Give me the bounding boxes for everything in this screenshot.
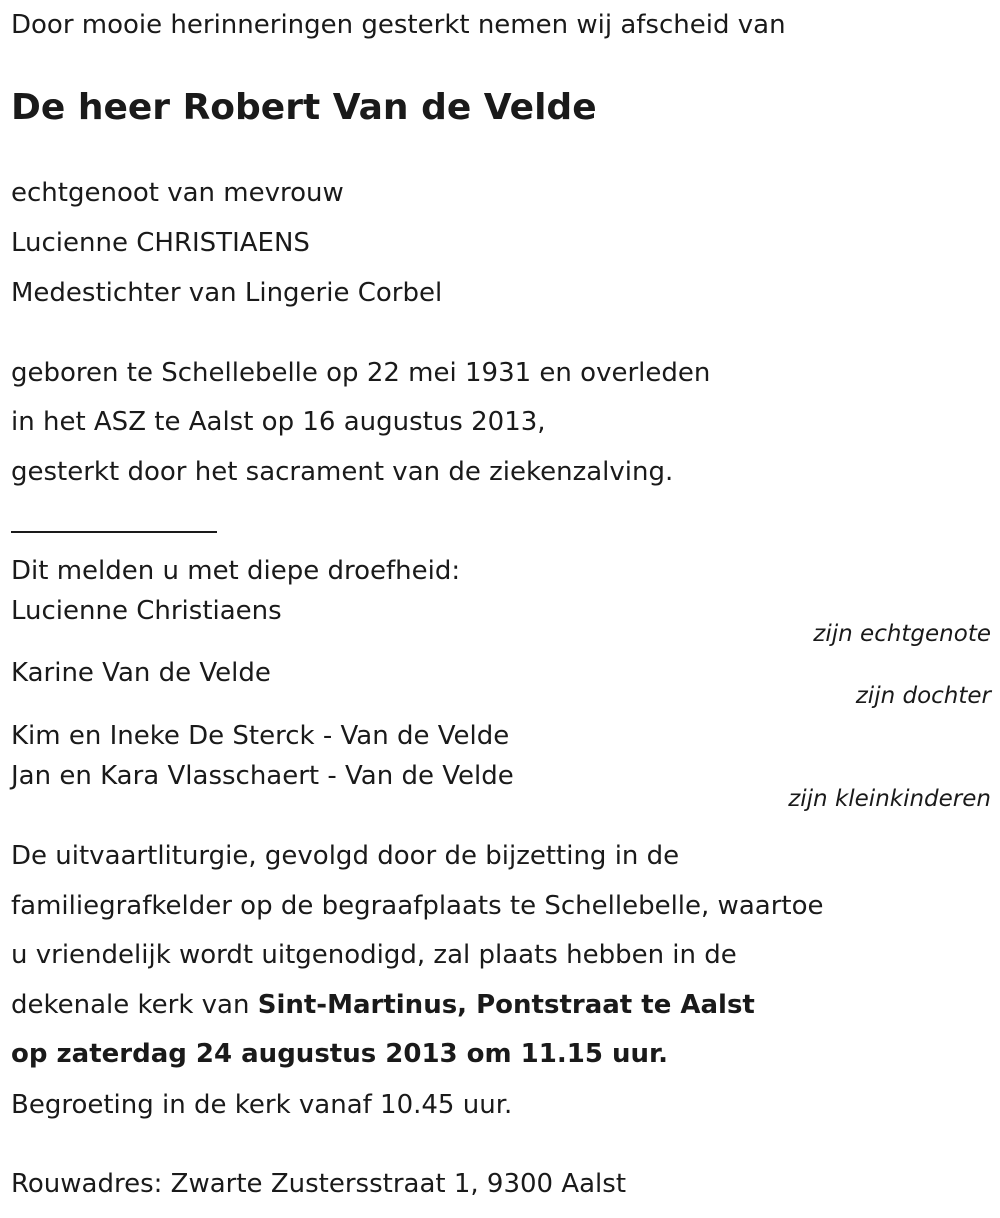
ceremony-church-prefix: dekenale kerk van <box>11 990 258 1020</box>
mourning-address: Rouwadres: Zwarte Zustersstraat 1, 9300 Aalst <box>11 1169 627 1199</box>
divider <box>11 531 217 533</box>
spouse-intro: echtgenoot van mevrouw <box>11 178 344 208</box>
deceased-name: De heer Robert Van de Velde <box>11 87 597 128</box>
life-line-2: in het ASZ te Aalst op 16 augustus 2013, <box>11 407 546 437</box>
family-member-name: Karine Van de Velde <box>11 658 271 688</box>
role-text: Medestichter van Lingerie Corbel <box>11 278 443 308</box>
ceremony-line-1: De uitvaartliturgie, gevolgd door de bijzetting in de <box>11 841 680 871</box>
family-relation: zijn echtgenote <box>813 621 991 647</box>
ceremony-datetime: op zaterdag 24 augustus 2013 om 11.15 uur. <box>11 1039 668 1069</box>
family-member-name: Lucienne Christiaens <box>11 596 282 626</box>
family-relation: zijn dochter <box>855 683 991 709</box>
ceremony-line-4 <box>11 988 755 1022</box>
family-member-name: Kim en Ineke De Sterck - Van de Velde <box>11 721 510 751</box>
ceremony-line-3: u vriendelijk wordt uitgenodigd, zal plaats hebben in de <box>11 940 737 970</box>
ceremony-greeting: Begroeting in de kerk vanaf 10.45 uur. <box>11 1090 513 1120</box>
obituary-document <box>11 0 991 1218</box>
family-member-name: Jan en Kara Vlasschaert - Van de Velde <box>11 761 514 791</box>
intro-text: Door mooie herinneringen gesterkt nemen wij afscheid van <box>11 10 786 40</box>
life-line-3: gesterkt door het sacrament van de ziekenzalving. <box>11 457 674 487</box>
ceremony-church-location: Sint-Martinus, Pontstraat te Aalst <box>257 990 755 1020</box>
family-relation: zijn kleinkinderen <box>788 786 991 812</box>
spouse-name: Lucienne CHRISTIAENS <box>11 228 310 258</box>
announcement-intro: Dit melden u met diepe droefheid: <box>11 556 461 586</box>
ceremony-line-2: familiegrafkelder op de begraafplaats te Schellebelle, waartoe <box>11 891 824 921</box>
life-line-1: geboren te Schellebelle op 22 mei 1931 en overleden <box>11 358 711 388</box>
